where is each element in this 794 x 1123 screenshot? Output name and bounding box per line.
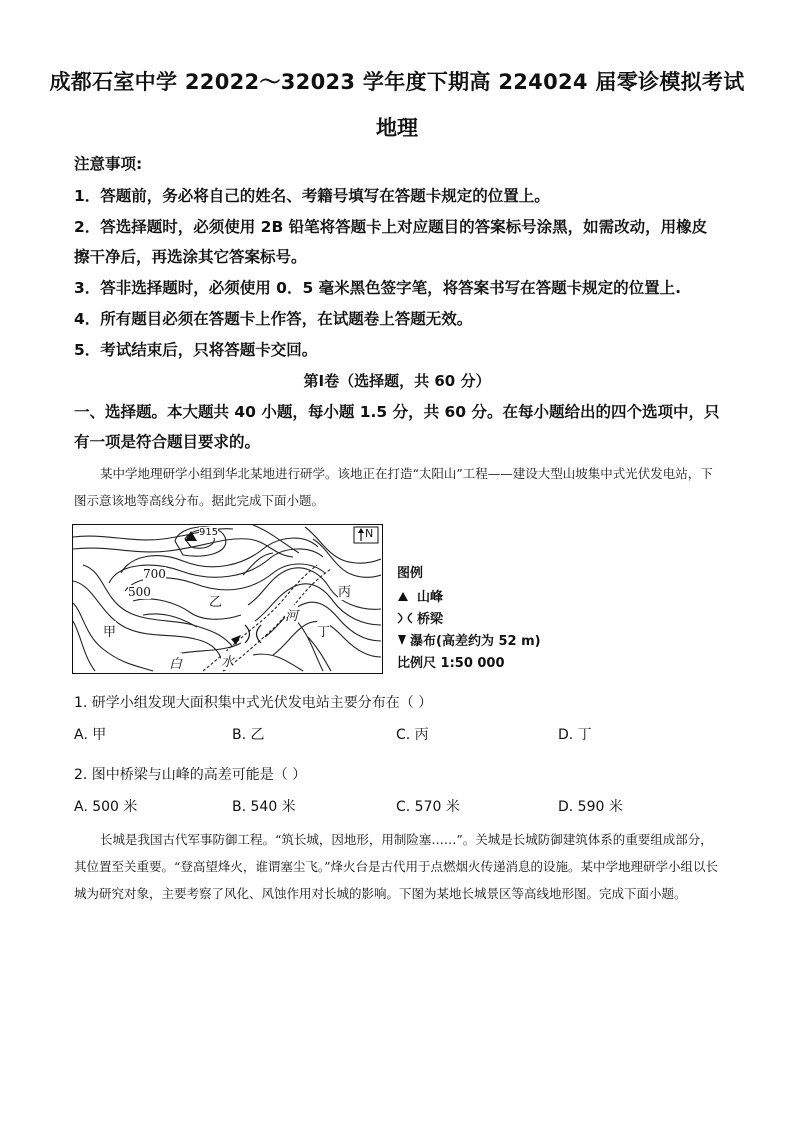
peak-icon xyxy=(397,591,409,602)
question-2-stem: 2. 图中桥梁与山峰的高差可能是（ ） xyxy=(74,767,307,783)
question-1-option-b: B. 乙 xyxy=(232,727,265,743)
contour-lines xyxy=(73,525,381,672)
passage-2: 长城是我国古代军事防御工程。“筑长城，因地形，用制险塞……”。关城是长城防御建筑体系的重要组成部分，其位置至关重要。“登高望烽火，谁谓塞尘飞。”烽火台是古代用于点燃烟火传递消息的设施。某中学地理研学小组以长城为研究对象，主要考察了风化、风蚀作用对长城的影响。下图为某地长城景区等高线地形图。完成下面小题。 xyxy=(74,832,719,901)
place-yi: 乙 xyxy=(209,591,222,610)
notice-item: 4．所有题目必须在答题卡上作答，在试题卷上答题无效。 xyxy=(74,310,473,328)
legend-bridge xyxy=(397,608,443,627)
place-bing: 丙 xyxy=(338,581,351,600)
notice-heading: 注意事项: xyxy=(74,155,143,173)
peak-elevation-label: 915 xyxy=(199,527,219,538)
section-title: 第Ⅰ卷（选择题，共 60 分） xyxy=(303,372,491,390)
section-instruction: 一、选择题。本大题共 40 小题，每小题 1.5 分，共 60 分。在每小题给出的四个选项中，只 xyxy=(74,403,720,421)
question-2-option-c: C. 570 米 xyxy=(396,799,460,815)
legend-title: 图例 xyxy=(397,566,424,581)
legend-peak xyxy=(397,586,443,605)
bridge-icon xyxy=(397,612,413,624)
subject-title: 地理 xyxy=(376,116,418,140)
place-jia: 甲 xyxy=(103,621,116,640)
waterfall-icon xyxy=(397,634,407,646)
question-1-option-a: A. 甲 xyxy=(74,727,107,743)
legend-waterfall xyxy=(397,630,541,649)
place-ding: 丁 xyxy=(317,621,330,640)
river-label-he: 河 xyxy=(285,605,298,624)
exam-title: 成都石室中学 22022～32023 学年度下期高 224024 届零诊模拟考试 xyxy=(49,70,745,94)
question-2-option-d: D. 590 米 xyxy=(558,799,623,815)
question-1-option-d: D. 丁 xyxy=(558,727,592,743)
river-label-bai: 白 xyxy=(169,653,182,672)
notice-item: 2．答选择题时，必须使用 2B 铅笔将答题卡上对应题目的答案标号涂黑，如需改动，用橡皮 xyxy=(74,218,708,236)
question-1-option-c: C. 丙 xyxy=(396,727,429,743)
question-2-option-a: A. 500 米 xyxy=(74,799,138,815)
passage-1: 某中学地理研学小组到华北某地进行研学。该地正在打造“太阳山”工程——建设大型山坡集中式光伏发电站，下图示意该地等高线分布。据此完成下面小题。 xyxy=(74,466,713,508)
notice-item: 擦干净后，再选涂其它答案标号。 xyxy=(74,248,307,266)
section-instruction-cont: 有一项是符合题目要求的。 xyxy=(74,433,261,451)
question-1-stem: 1. 研学小组发现大面积集中式光伏发电站主要分布在（ ） xyxy=(74,695,433,711)
contour-500-label: 500 xyxy=(128,585,151,599)
contour-map xyxy=(72,524,383,674)
notice-item: 3．答非选择题时，必须使用 0．5 毫米黑色签字笔，将答案书写在答题卡规定的位置上. xyxy=(74,279,682,297)
notice-item: 1．答题前，务必将自己的姓名、考籍号填写在答题卡规定的位置上。 xyxy=(74,187,550,205)
notice-item: 5．考试结束后，只将答题卡交回。 xyxy=(74,341,318,359)
north-label: N xyxy=(365,527,374,540)
question-2-option-b: B. 540 米 xyxy=(232,799,296,815)
legend-waterfall-label: 瀑布(高差约为 52 m) xyxy=(410,634,541,649)
contour-700-label: 700 xyxy=(143,567,166,581)
legend-scale: 比例尺 1:50 000 xyxy=(397,656,505,671)
legend-peak-label: 山峰 xyxy=(417,590,444,605)
legend-bridge-label: 桥梁 xyxy=(417,612,444,627)
river-label-shui: 水 xyxy=(221,651,234,670)
